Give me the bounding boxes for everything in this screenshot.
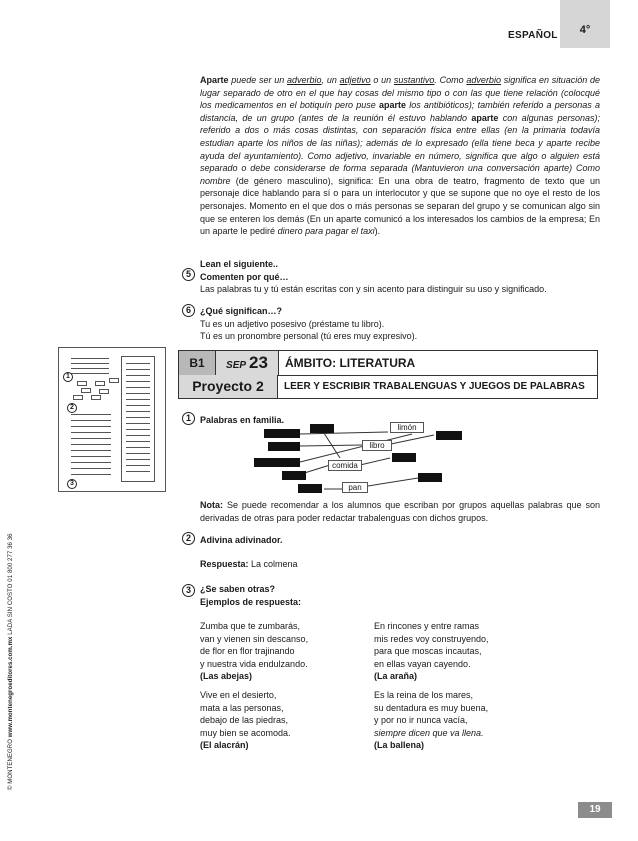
block-label: B1 (179, 351, 216, 375)
answer-text: La colmena (251, 559, 298, 569)
riddle-line: mis redes voy construyendo, (374, 633, 489, 644)
activity-6-number: 6 (182, 304, 195, 317)
activity-1-note (200, 499, 600, 524)
grade-tab (560, 0, 610, 48)
riddle-line: Zumba que te zumbarás, (200, 621, 301, 631)
note-label: Nota: (200, 500, 223, 510)
riddle-3 (200, 689, 360, 752)
activity-2 (200, 534, 600, 547)
credit-brand: © MONTENEGRO (8, 739, 14, 790)
subject-label: ESPAÑOL (508, 30, 558, 41)
blank-box (254, 458, 300, 467)
riddle-answer: (La araña) (374, 671, 418, 682)
riddle-line: muy bien se acomoda. (200, 727, 291, 738)
activity-2-answer (200, 558, 600, 571)
riddle-line: y por no ir nunca vacía, (374, 715, 468, 726)
riddle-line: su dentadura es muy buena, (374, 702, 489, 713)
page-thumbnail (58, 347, 166, 492)
sep-lesson (216, 351, 279, 375)
aparte-definition (200, 74, 600, 238)
activity-5 (200, 258, 600, 296)
blank-box (310, 424, 334, 433)
aparte-adverbio: adverbio (287, 75, 322, 85)
aparte-adjetivo: adjetivo (339, 75, 371, 85)
aparte-text-6: (de género masculino), significa: En una obra de teatro, fragmento de texto que un personaje dice hablando para sí o para un interlocutor y que se supone que no oye el resto de los personajes. Momento en el que dos o más personas se separan del grupo y se comunican algo sin que se enteren los demás (En un aparte comunicó a los interesados los cambios de la empresa; En un aparte le pediré (200, 175, 600, 237)
ambito-label: ÁMBITO: LITERATURA (285, 356, 416, 370)
activity-5-line-2: Comenten por qué… (200, 271, 289, 282)
activity-6-line-2: Tu es un adjetivo posesivo (préstame tu libro). (200, 318, 385, 329)
activity-1-number: 1 (182, 412, 195, 425)
word-family-diagram (250, 418, 480, 498)
aparte-text-3: significa en situación de lugar separado de otro en el que hay cosas del mismo tipo o con las que tiene relación (colocqué los medicamentos en el botiquín pero puse (200, 75, 600, 111)
activity-2-title: Adivina adivinador. (200, 535, 283, 545)
aparte-text-4: los antibióticos); también referido a personas a distancia, de un grupo (antes de la reunión él estuvo hablando (200, 100, 600, 123)
aparte-text-5: con algunas personas); referido a dos o más cosas distintas, con separación física entre ellas (en la primaria todavía estudian aparte los niños de las niñas); además de lo expresado (ella tiene beca y aparte recibe ayuda del ayuntamiento). Como adjetivo, invariable en número, significa que algo o alguien está separado o debe considerarse de forma separada (Mantuvieron una conversación aparte) Como nombre (200, 112, 600, 186)
activity-1-title-text: Palabras en familia. (200, 415, 285, 425)
riddle-2 (374, 620, 574, 683)
activity-6-line-3: Tú es un pronombre personal (tú eres muy expresivo). (200, 331, 418, 342)
riddle-line: Vive en el desierto, (200, 690, 277, 700)
word-libro: libro (362, 440, 392, 451)
activity-5-line-3: Las palabras tu y tú están escritas con y sin acento para distinguir su uso y significado. (200, 284, 547, 295)
aparte-o-un: o un (373, 75, 392, 85)
thumbnail-number-3: 3 (67, 479, 77, 489)
credit-phone: LADA SIN COSTO 01 800 277 36 36 (8, 533, 14, 635)
riddle-1 (200, 620, 360, 683)
grade-label: 4° (579, 24, 591, 36)
aparte-text-2: . Como (434, 75, 464, 85)
project-title: Proyecto 2 (179, 375, 278, 398)
thumbnail-number-1: 1 (63, 372, 73, 382)
riddle-line: en ellas vayan cayendo. (374, 658, 471, 669)
activity-3-title: ¿Se saben otras? (200, 584, 276, 594)
project-header (178, 375, 598, 399)
credit-url: www.montenegroeditores.com.mx (8, 636, 14, 738)
activity-6 (200, 305, 600, 343)
riddle-answer: (La ballena) (374, 740, 425, 751)
note-text: Se puede recomendar a los alumnos que escriban por grupos aquellas palabras que son derivadas de otras para poder redactar trabalenguas con dichos grupos. (200, 500, 600, 523)
activity-5-line-1: Lean el siguiente.. (200, 259, 279, 269)
activity-3-number: 3 (182, 584, 195, 597)
blank-box (268, 442, 300, 451)
aparte-text-1: puede ser un (231, 75, 285, 85)
project-description: LEER Y ESCRIBIR TRABALENGUAS Y JUEGOS DE PALABRAS (284, 381, 585, 392)
riddle-answer: (Las abejas) (200, 671, 253, 682)
aparte-sustantivo: sustantivo (393, 75, 435, 85)
aparte-text-7: dinero para pagar el taxi (277, 226, 375, 237)
riddle-line: Es la reina de los mares, (374, 690, 474, 700)
aparte-un: un (326, 75, 337, 85)
activity-6-line-1: ¿Qué significan…? (200, 306, 283, 316)
sep-label: SEP (226, 360, 247, 371)
riddle-line: mata a las personas, (200, 702, 284, 713)
aparte-text-8: ). (374, 226, 381, 237)
page-number: 19 (578, 802, 612, 818)
word-limon: limón (390, 422, 424, 433)
activity-3-subtitle: Ejemplos de respuesta: (200, 596, 302, 607)
blank-box (282, 471, 306, 480)
blank-box (418, 473, 442, 482)
aparte-bold-1: aparte (378, 100, 406, 111)
activity-5-number: 5 (182, 268, 195, 281)
activity-2-number: 2 (182, 532, 195, 545)
riddle-line: siempre dicen que va llena. (374, 727, 484, 738)
aparte-bold-2: aparte (471, 112, 499, 123)
thumbnail-number-2: 2 (67, 403, 77, 413)
activity-3 (200, 583, 600, 608)
answer-label: Respuesta: (200, 559, 249, 569)
aparte-comma: , (321, 75, 325, 85)
aparte-adverbio-2: adverbio (466, 75, 501, 85)
riddle-line: En rincones y entre ramas (374, 621, 480, 631)
riddle-4 (374, 689, 574, 752)
publisher-credit (8, 533, 14, 790)
blank-box (264, 429, 300, 438)
riddle-line: y nuestra vida endulzando. (200, 658, 308, 669)
block-header (178, 350, 598, 376)
riddle-line: para que moscas incautas, (374, 646, 482, 657)
word-comida: comida (328, 460, 362, 471)
blank-box (392, 453, 416, 462)
blank-box (436, 431, 462, 440)
riddle-line: debajo de las piedras, (200, 715, 289, 726)
riddle-line: van y vienen sin descanso, (200, 633, 309, 644)
riddle-answer: (El alacrán) (200, 740, 249, 751)
sep-number: 23 (249, 353, 268, 372)
riddle-line: de flor en flor trajinando (200, 646, 295, 657)
aparte-term: Aparte (200, 75, 229, 85)
blank-box (298, 484, 322, 493)
word-pan: pan (342, 482, 368, 493)
